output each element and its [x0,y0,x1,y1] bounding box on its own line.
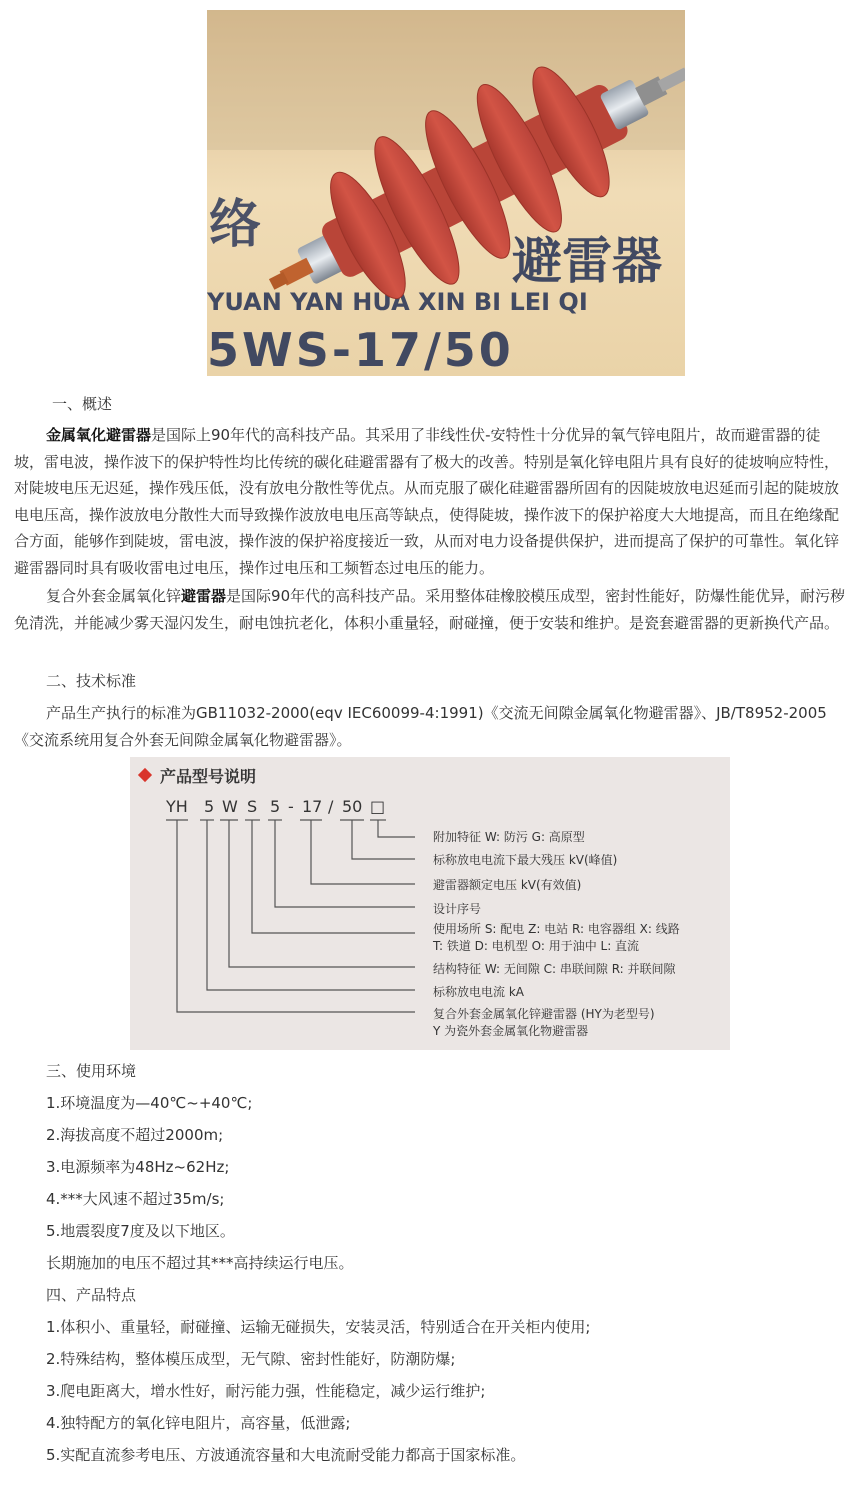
section1-paragraph2 [14,583,847,636]
diagram-svg [130,757,730,1050]
label-rated-voltage: 避雷器额定电压 kV(有效值) [433,878,582,892]
link-arrester[interactable]: 避雷器 [181,587,227,605]
paragraph2-pre: 复合外套金属氧化锌 [46,587,182,605]
label-max-residual-voltage: 标称放电电流下最大残压 kV(峰值) [433,853,618,867]
feature-item-4: 4.独特配方的氧化锌电阻片，高容量，低泄露; [46,1414,351,1432]
feature-item-1: 1.体积小、重量轻，耐碰撞、运输无碰损失，安装灵活，特别适合在开关柜内使用; [46,1318,591,1336]
feature-item-5: 5.实配直流参考电压、方波通流容量和大电流耐受能力都高于国家标准。 [46,1446,526,1464]
diagram-title: 产品型号说明 [160,767,257,786]
env-item-3: 3.电源频率为48Hz~62Hz; [46,1158,230,1176]
code-part-box: □ [370,797,386,816]
paragraph2-text: 是国际90年代的高科技产品。采用整体硅橡胶模压成型，密封性能好，防爆性能优异，耐污秽免清洗，并能减少雾天湿闪发生，耐电蚀抗老化，体积小重量轻，耐碰撞，便于安装和维护。是瓷套避雷器的更新换代产品。 [14,587,846,632]
section1-paragraph1 [14,422,847,581]
section2-paragraph: 产品生产执行的标准为GB11032-2000(eqv IEC60099-4:1991)《交流无间隙金属氧化物避雷器》、JB/T8952-2005《交流系统用复合外套无间隙金属氧化物避雷器》。 [14,704,827,749]
env-item-1: 1.环境温度为—40℃~+40℃; [46,1094,253,1112]
watermark-pinyin: YUAN YAN HUA XIN BI LEI QI [207,288,588,316]
env-item-2: 2.海拔高度不超过2000m; [46,1126,224,1144]
paragraph1-text: 是国际上90年代的高科技产品。其采用了非线性伏-安特性十分优异的氧气锌电阻片，故而避雷器的徒坡，雷电波，操作波下的保护特性均比传统的碳化硅避雷器有了极大的改善。特别是氧化锌电阻片具有良好的徒坡响应特性，对陡坡电压无迟延，操作残压低，没有放电分散性等优点。从而克服了碳化硅避雷器所固有的因陡坡放电迟延而引起的陡坡放电电压高，操作波放电分散性大而导致操作波放电电压高等缺点，使得陡坡，操作波下的保护裕度大大地提高，而且在绝缘配合方面，能够作到陡坡，雷电波，操作波的保护裕度接近一致，从而对电力设备提供保护，进而提高了保护的可靠性。氧化锌避雷器同时具有吸收雷电过电压，操作过电压和工频暂态过电压的能力。 [14,426,840,577]
section3-title: 三、使用环境 [46,1062,137,1080]
link-metal-oxide-arrester[interactable]: 金属氧化避雷器 [46,426,152,444]
diagram-labels [432,829,680,1038]
label-composite-type: 复合外套金属氧化锌避雷器 (HY为老型号) [433,1007,655,1021]
env-item-4: 4.***大风速不超过35m/s; [46,1190,225,1208]
env-item-5: 5.地震裂度7度及以下地区。 [46,1222,235,1240]
watermark-cn-left: 络 [209,195,262,255]
label-discharge-current: 标称放电电流 kA [433,985,524,999]
code-part-yh: YH [166,797,188,816]
code-part-dash: - [288,797,294,816]
model-text: 5WS-17/50 [207,323,514,376]
label-additional-feature: 附加特征 W: 防污 G: 高原型 [433,830,585,844]
code-part-w: W [222,797,238,816]
model-number-diagram [130,757,730,1050]
label-design-number: 设计序号 [433,902,482,916]
code-part-5b: 5 [270,797,281,816]
section4-title: 四、产品特点 [46,1286,137,1304]
watermark-cn: 避雷器 [512,232,662,290]
label-usage-place: 使用场所 S: 配电 Z: 电站 R: 电容器组 X: 线路 [433,922,680,936]
product-photo [207,10,685,376]
code-part-5: 5 [204,797,215,816]
code-part-s: S [247,797,258,816]
code-part-17: 17 [302,797,323,816]
env-item-6: 长期施加的电压不超过其***高持续运行电压。 [46,1254,354,1272]
section1-title: 一、概述 [52,395,113,413]
label-structure: 结构特征 W: 无间隙 C: 串联间隙 R: 并联间隙 [433,962,676,976]
label-usage-place-2: T: 铁道 D: 电机型 O: 用于油中 L: 直流 [433,939,640,953]
feature-item-2: 2.特殊结构，整体模压成型，无气隙、密封性能好，防潮防爆; [46,1350,456,1368]
code-part-slash: / [328,797,334,816]
feature-item-3: 3.爬电距离大，增水性好，耐污能力强，性能稳定，减少运行维护; [46,1382,486,1400]
label-porcelain-type: Y 为瓷外套金属氧化物避雷器 [433,1024,589,1038]
code-part-50: 50 [342,797,363,816]
model-code [165,797,385,816]
diamond-icon [138,768,152,782]
section2-title: 二、技术标准 [46,672,137,690]
arrester-illustration [207,10,685,376]
connector-lines [166,820,415,1012]
